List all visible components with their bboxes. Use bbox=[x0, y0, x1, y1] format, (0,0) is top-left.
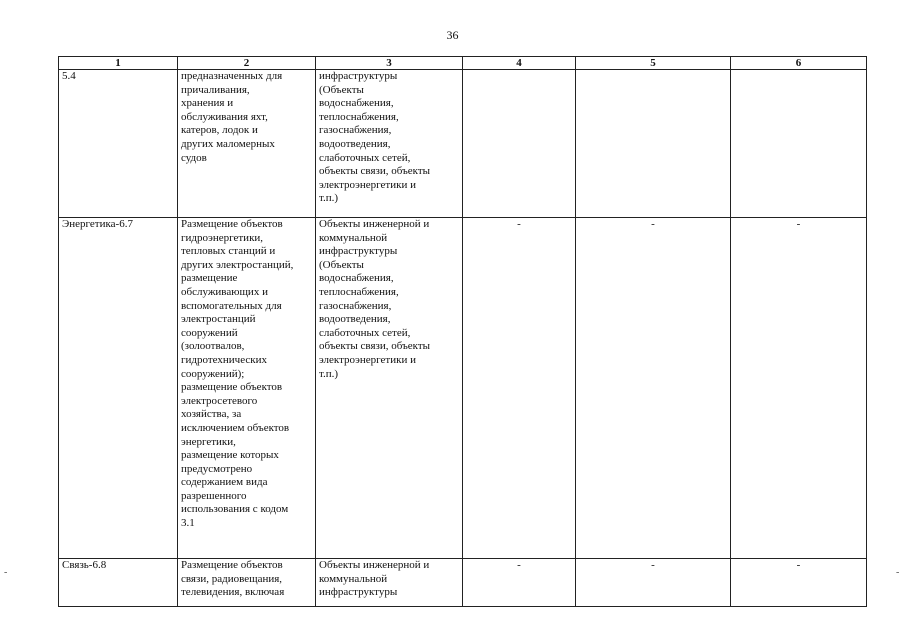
aux-objects-cell: инфраструктуры (Объекты водоснабжения, теплоснабжения, газоснабжения, водоотведения, слаботочных сетей, объекты связи, объекты электроэнергетики и т.п.) bbox=[316, 70, 463, 218]
left-edge-mark: - bbox=[4, 567, 8, 578]
col4-cell bbox=[463, 70, 576, 218]
col5-cell: - bbox=[576, 559, 731, 607]
header-cell-4: 4 bbox=[463, 57, 576, 70]
right-edge-mark: - bbox=[896, 567, 900, 578]
table-row bbox=[59, 70, 867, 218]
code-cell: Энергетика-6.7 bbox=[59, 218, 178, 559]
col4-cell: - bbox=[463, 218, 576, 559]
aux-objects-cell: Объекты инженерной и коммунальной инфраструктуры (Объекты водоснабжения, теплоснабжения, газоснабжения, водоотведения, слаботочных сетей, объекты связи, объекты электроэнергетики и т.п.) bbox=[316, 218, 463, 559]
header-cell-1: 1 bbox=[59, 57, 178, 70]
col5-cell bbox=[576, 70, 731, 218]
header-row bbox=[59, 57, 867, 70]
zoning-table bbox=[58, 56, 867, 607]
table-row bbox=[59, 559, 867, 607]
code-cell: 5.4 bbox=[59, 70, 178, 218]
table-row bbox=[59, 218, 867, 559]
description-cell: предназначенных для причаливания, хранения и обслуживания яхт, катеров, лодок и других маломерных судов bbox=[178, 70, 316, 218]
header-cell-6: 6 bbox=[731, 57, 867, 70]
description-cell: Размещение объектов гидроэнергетики, тепловых станций и других электростанций, размещение обслуживающих и вспомогательных для электростанций сооружений (золоотвалов, гидротехнических сооружений); размещение объектов электросетевого хозяйства, за исключением объектов энергетики, размещение которых предусмотрено содержанием вида разрешенного использования с кодом 3.1 bbox=[178, 218, 316, 559]
page-number: 36 bbox=[446, 28, 459, 42]
col4-cell: - bbox=[463, 559, 576, 607]
code-cell: Связь-6.8 bbox=[59, 559, 178, 607]
header-cell-2: 2 bbox=[178, 57, 316, 70]
col6-cell bbox=[731, 70, 867, 218]
col6-cell: - bbox=[731, 559, 867, 607]
description-cell: Размещение объектов связи, радиовещания, телевидения, включая bbox=[178, 559, 316, 607]
aux-objects-cell: Объекты инженерной и коммунальной инфраструктуры bbox=[316, 559, 463, 607]
col6-cell: - bbox=[731, 218, 867, 559]
col5-cell: - bbox=[576, 218, 731, 559]
header-cell-3: 3 bbox=[316, 57, 463, 70]
header-cell-5: 5 bbox=[576, 57, 731, 70]
